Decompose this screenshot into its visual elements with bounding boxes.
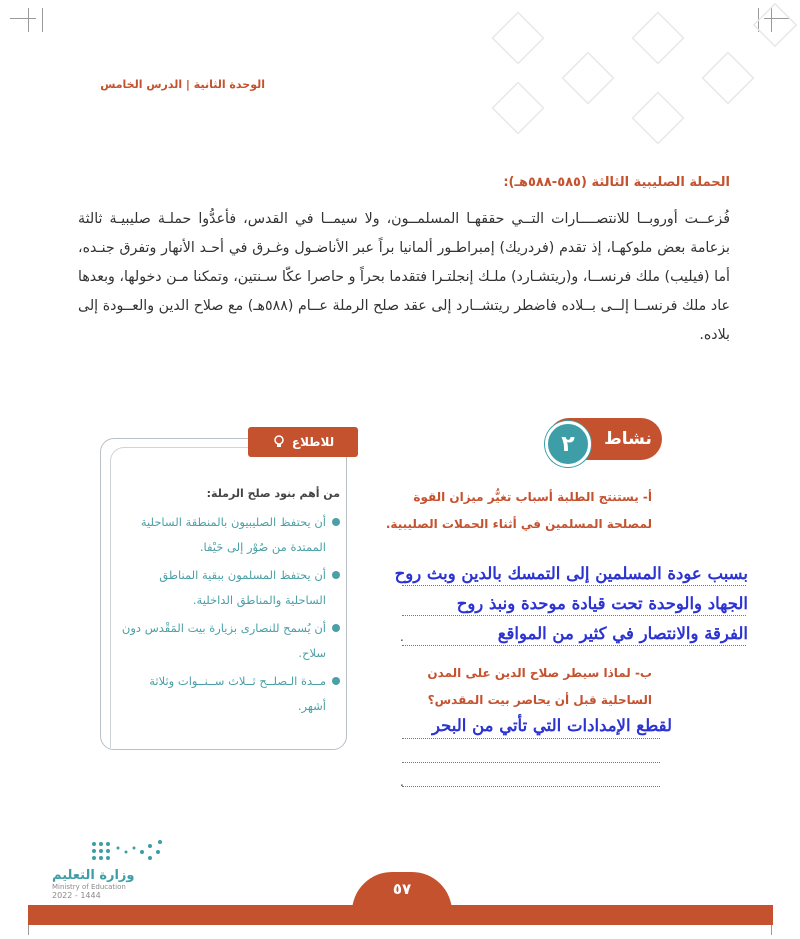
list-item: أن يحتفظ المسلمون ببقية المناطق الساحلية والمناطق الداخلية.: [118, 563, 340, 613]
activity-number: ٢: [545, 421, 591, 467]
bullet-icon: [332, 677, 340, 685]
info-tag: [248, 427, 358, 457]
crop-mark: [10, 18, 36, 19]
info-heading: من أهم بنود صلح الرملة:: [206, 487, 340, 500]
answer-line: [402, 786, 660, 787]
page-number: ٥٧: [392, 880, 412, 898]
ministry-name-ar: وزارة التعليم: [52, 868, 135, 883]
ministry-name-en: Ministry of Education: [52, 883, 126, 891]
diamond-pattern: [460, 0, 800, 150]
answer-line: [402, 762, 660, 763]
bullet-icon: [332, 571, 340, 579]
section-title: الحملة الصليبية الثالثة (٥٨٥-٥٨٨هـ):: [503, 175, 730, 190]
question-b: ب- لماذا سيطر صلاح الدين على المدن الساحلية قبل أن يحاصر بيت المقدس؟: [427, 666, 652, 707]
breadcrumb: الوحدة الثانية | الدرس الخامس: [100, 78, 265, 91]
ministry-logo-dots: [88, 838, 168, 864]
ministry-logo: [52, 868, 172, 900]
crop-mark: [42, 8, 43, 32]
list-item: أن يحتفظ الصليبيون بالمنطقة الساحلية الممتدة من صُوْر إلى حَيْفا.: [118, 510, 340, 560]
answer-a-line-2: الجهاد والوحدة تحت قيادة موحدة ونبذ روح: [456, 594, 748, 613]
info-tag-label: للاطلاع: [291, 435, 335, 449]
ministry-year: 2022 - 1444: [52, 891, 101, 900]
crop-mark: [28, 8, 29, 32]
lesson-paragraph: فُزعــت أوروبــا للانتصــــارات التــي حققهـا المسلمــون، ولا سيمــا في القدس، فأعدُّوا حملـة صليبيـة ثالثة بزعامة بعض ملوكهـا، إذ تقدم (فردريك) إمبراطـور ألمانيا براً عبر الأناضـول وغـرق في أحـد الأنهار وتفرق جنـده، أما (فيليب) ملك فرنســا، و(ريتشـارد) ملـك إنجلتـرا فتقدما بحراً و حاصرا عكّا سـنتين، وتمكنا مـن دخولها، وبعدها عاد ملك فرنســا إلــى بــلاده فاضطر ريتشــارد إلى عقد صلح الرملة عــام (٥٨٨هـ) مع صلاح الدين والعــودة إلى بلاده.: [78, 211, 730, 343]
answer-line: [402, 585, 746, 586]
list-item: مــدة الـصلــح ثــلاث ســنــوات وثلاثة أشهر.: [118, 669, 340, 719]
line-period: .: [400, 630, 404, 644]
line-period: .: [400, 775, 404, 789]
answer-line: [402, 615, 746, 616]
answer-line: [402, 645, 746, 646]
answer-b: لقطع الإمدادات التي تأتي من البحر: [431, 716, 672, 735]
lightbulb-icon: [272, 434, 286, 451]
answer-a-line-1: بسبب عودة المسلمين إلى التمسك بالدين وبث روح: [394, 564, 748, 583]
activity-label: نشاط: [604, 429, 652, 449]
info-list: [118, 510, 340, 722]
question-a: أ- يستنتج الطلبة أسباب تغيُّر ميزان القوة لمصلحة المسلمين في أثناء الحملات الصليبية.: [385, 490, 652, 531]
bullet-icon: [332, 518, 340, 526]
answer-a-line-3: الفرقة والانتصار في كثير من المواقع: [497, 624, 748, 643]
list-item: أن يُسمح للنصارى بزيارة بيت المَقْدس دون سلاح.: [118, 616, 340, 666]
answer-line: [402, 738, 660, 739]
bullet-icon: [332, 624, 340, 632]
